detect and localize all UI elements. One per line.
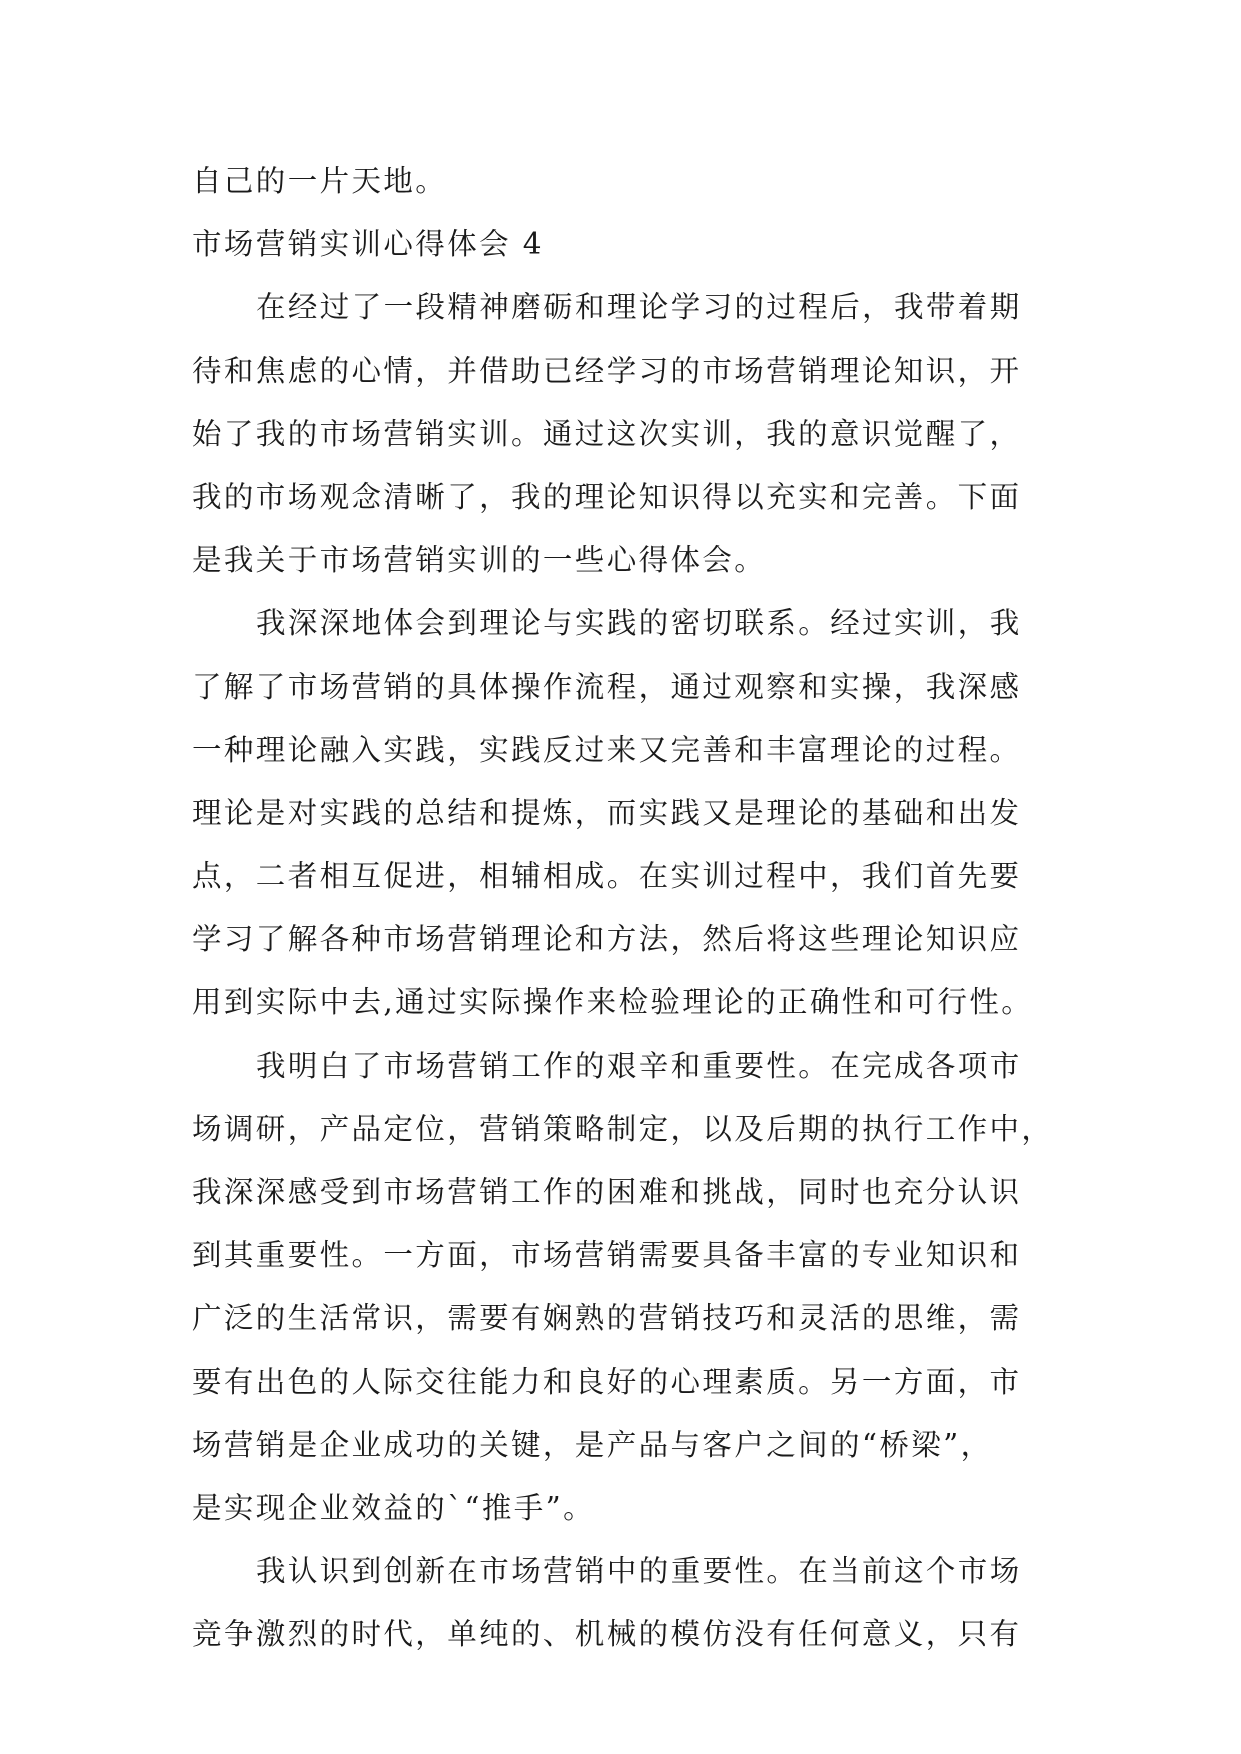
text-line: 我的市场观念清晰了，我的理论知识得以充实和完善。下面: [192, 479, 1022, 514]
text-line: 用到实际中去,通过实际操作来检验理论的正确性和可行性。: [192, 985, 1034, 1020]
text-line: 是实现企业效益的`“推手”。: [192, 1490, 596, 1525]
text-line: 广泛的生活常识，需要有娴熟的营销技巧和灵活的思维，需: [192, 1301, 1022, 1336]
text-line: 是我关于市场营销实训的一些心得体会。: [192, 543, 767, 578]
text-line: 我明白了市场营销工作的艰辛和重要性。在完成各项市: [256, 1048, 1022, 1083]
text-line: 场调研，产品定位，营销策略制定，以及后期的执行工作中，: [192, 1111, 1054, 1146]
text-line: 到其重要性。一方面，市场营销需要具备丰富的专业知识和: [192, 1238, 1022, 1273]
text-line: 学习了解各种市场营销理论和方法，然后将这些理论知识应: [192, 922, 1022, 957]
text-line: 自己的一片天地。: [192, 164, 448, 198]
text-line: 理论是对实践的总结和提炼，而实践又是理论的基础和出发: [192, 795, 1022, 830]
text-line: 我认识到创新在市场营销中的重要性。在当前这个市场: [256, 1554, 1022, 1589]
text-line: 一种理论融入实践，实践反过来又完善和丰富理论的过程。: [192, 732, 1022, 767]
text-line: 场营销是企业成功的关键，是产品与客户之间的“桥梁”，: [192, 1427, 993, 1462]
text-line: 了解了市场营销的具体操作流程，通过观察和实操，我深感: [192, 669, 1022, 704]
section-heading: 市场营销实训心得体会 4: [192, 227, 544, 262]
text-line: 我深深感受到市场营销工作的困难和挑战，同时也充分认识: [192, 1175, 1022, 1209]
text-line: 在经过了一段精神磨砺和理论学习的过程后，我带着期: [256, 290, 1022, 325]
text-line: 要有出色的人际交往能力和良好的心理素质。另一方面，市: [192, 1364, 1022, 1399]
text-line: 待和焦虑的心情，并借助已经学习的市场营销理论知识，开: [192, 353, 1022, 388]
text-line: 始了我的市场营销实训。通过这次实训，我的意识觉醒了，: [192, 416, 1022, 451]
text-line: 竞争激烈的时代，单纯的、机械的模仿没有任何意义，只有: [192, 1617, 1022, 1652]
document-body: [192, 150, 1058, 1667]
text-line: 我深深地体会到理论与实践的密切联系。经过实训，我: [256, 606, 1022, 641]
text-line: 点，二者相互促进，相辅相成。在实训过程中，我们首先要: [192, 859, 1022, 894]
